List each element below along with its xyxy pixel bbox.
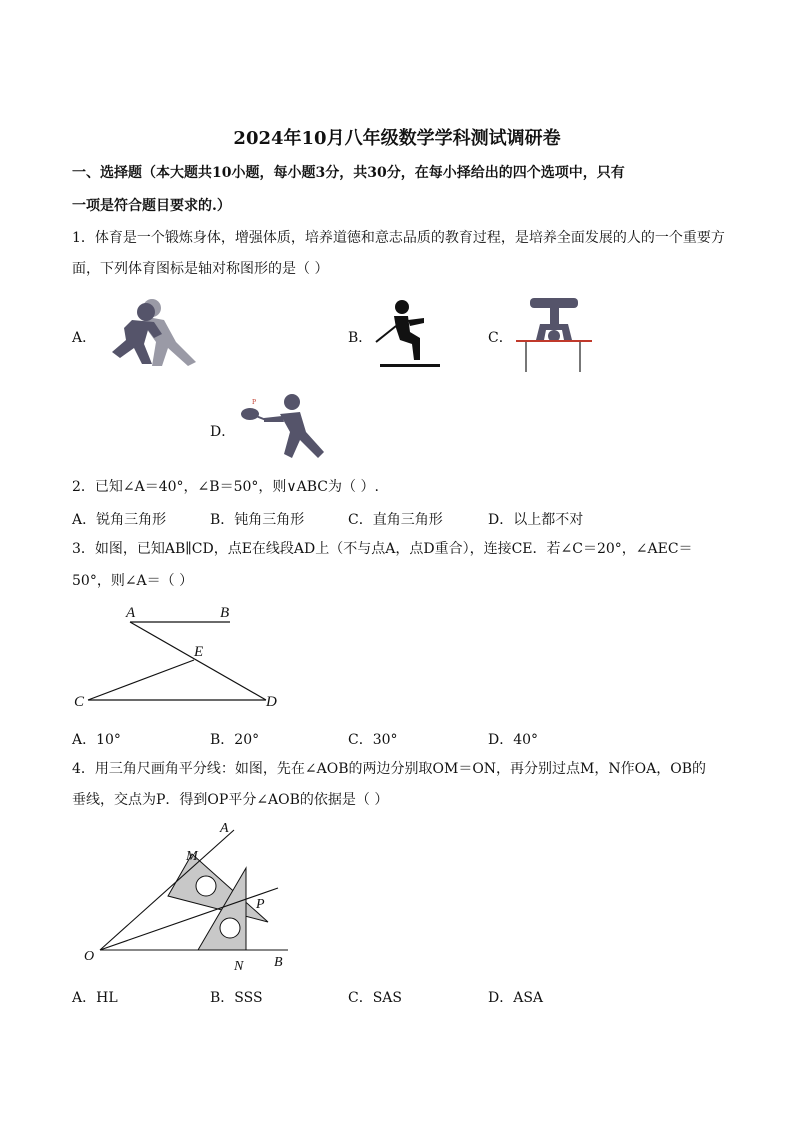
handstand-icon <box>512 296 594 374</box>
q4-text-line1: 4．用三角尺画角平分线：如图，先在∠AOB的两边分别取OM＝ON，再分别过点M，N作OA，OB的 <box>72 761 706 777</box>
q3-text-line1: 3．如图，已知AB∥CD，点E在线段AD上（不与点A，点D重合），连接CE．若∠C＝20°，∠AEC＝ <box>72 541 693 557</box>
svg-text:P: P <box>252 399 257 406</box>
q4-option-b: B．SSS <box>210 990 263 1006</box>
q1-text-line1: 1．体育是一个锻炼身体，增强体质，培养道德和意志品质的教育过程，是培养全面发展的人的一个重要方 <box>72 230 725 246</box>
q4-option-a: A．HL <box>72 990 118 1006</box>
q3-label-e: E <box>194 644 204 660</box>
q3-option-c: C．30° <box>348 732 398 748</box>
q4-text-line2: 垂线，交点为P．得到OP平分∠AOB的依据是（ ） <box>72 792 389 808</box>
q1-option-c-label: C． <box>488 330 513 346</box>
badminton-icon <box>240 392 336 462</box>
q4-label-b: B <box>274 955 283 970</box>
q1-option-b-label: B． <box>348 330 373 346</box>
q3-option-a: A．10° <box>72 732 121 748</box>
q4-option-c: C．SAS <box>348 990 403 1006</box>
q1-option-d-label: D． <box>210 424 236 440</box>
q4-label-a: A <box>220 821 229 836</box>
q2-option-b: B．钝角三角形 <box>210 512 305 528</box>
q1-text-line2: 面，下列体育图标是轴对称图形的是（ ） <box>72 261 329 277</box>
q2-option-a: A．锐角三角形 <box>72 512 167 528</box>
q3-label-d: D <box>266 694 277 710</box>
q2-option-d: D．以上都不对 <box>488 512 584 528</box>
q3-option-d: D．40° <box>488 732 539 748</box>
q3-label-a: A <box>126 605 136 621</box>
q3-option-b: B．20° <box>210 732 260 748</box>
q3-label-b: B <box>220 605 230 621</box>
wrestling-icon <box>102 298 202 366</box>
q4-label-m: M <box>186 849 198 864</box>
page-title: 2024年10月八年级数学学科测试调研卷 <box>233 128 561 149</box>
section-heading-line1: 一、选择题（本大题共10小题，每小题3分，共30分，在每小择给出的四个选项中，只有 <box>72 165 625 181</box>
q4-label-n: N <box>234 959 244 974</box>
q3-figure <box>70 600 290 712</box>
q4-label-p: P <box>256 897 265 912</box>
q3-label-c: C <box>74 694 85 710</box>
q4-label-o: O <box>84 949 95 964</box>
section-heading-line2: 一项是符合题目要求的.） <box>72 198 231 214</box>
skiing-icon <box>372 298 444 370</box>
q2-option-c: C．直角三角形 <box>348 512 443 528</box>
q3-text-line2: 50°，则∠A＝（ ） <box>72 573 194 589</box>
q1-option-a-label: A． <box>72 330 97 346</box>
q2-text: 2．已知∠A＝40°，∠B＝50°，则∨ABC为（ ）. <box>72 479 379 495</box>
q4-option-d: D．ASA <box>488 990 544 1006</box>
q4-figure <box>80 818 300 976</box>
